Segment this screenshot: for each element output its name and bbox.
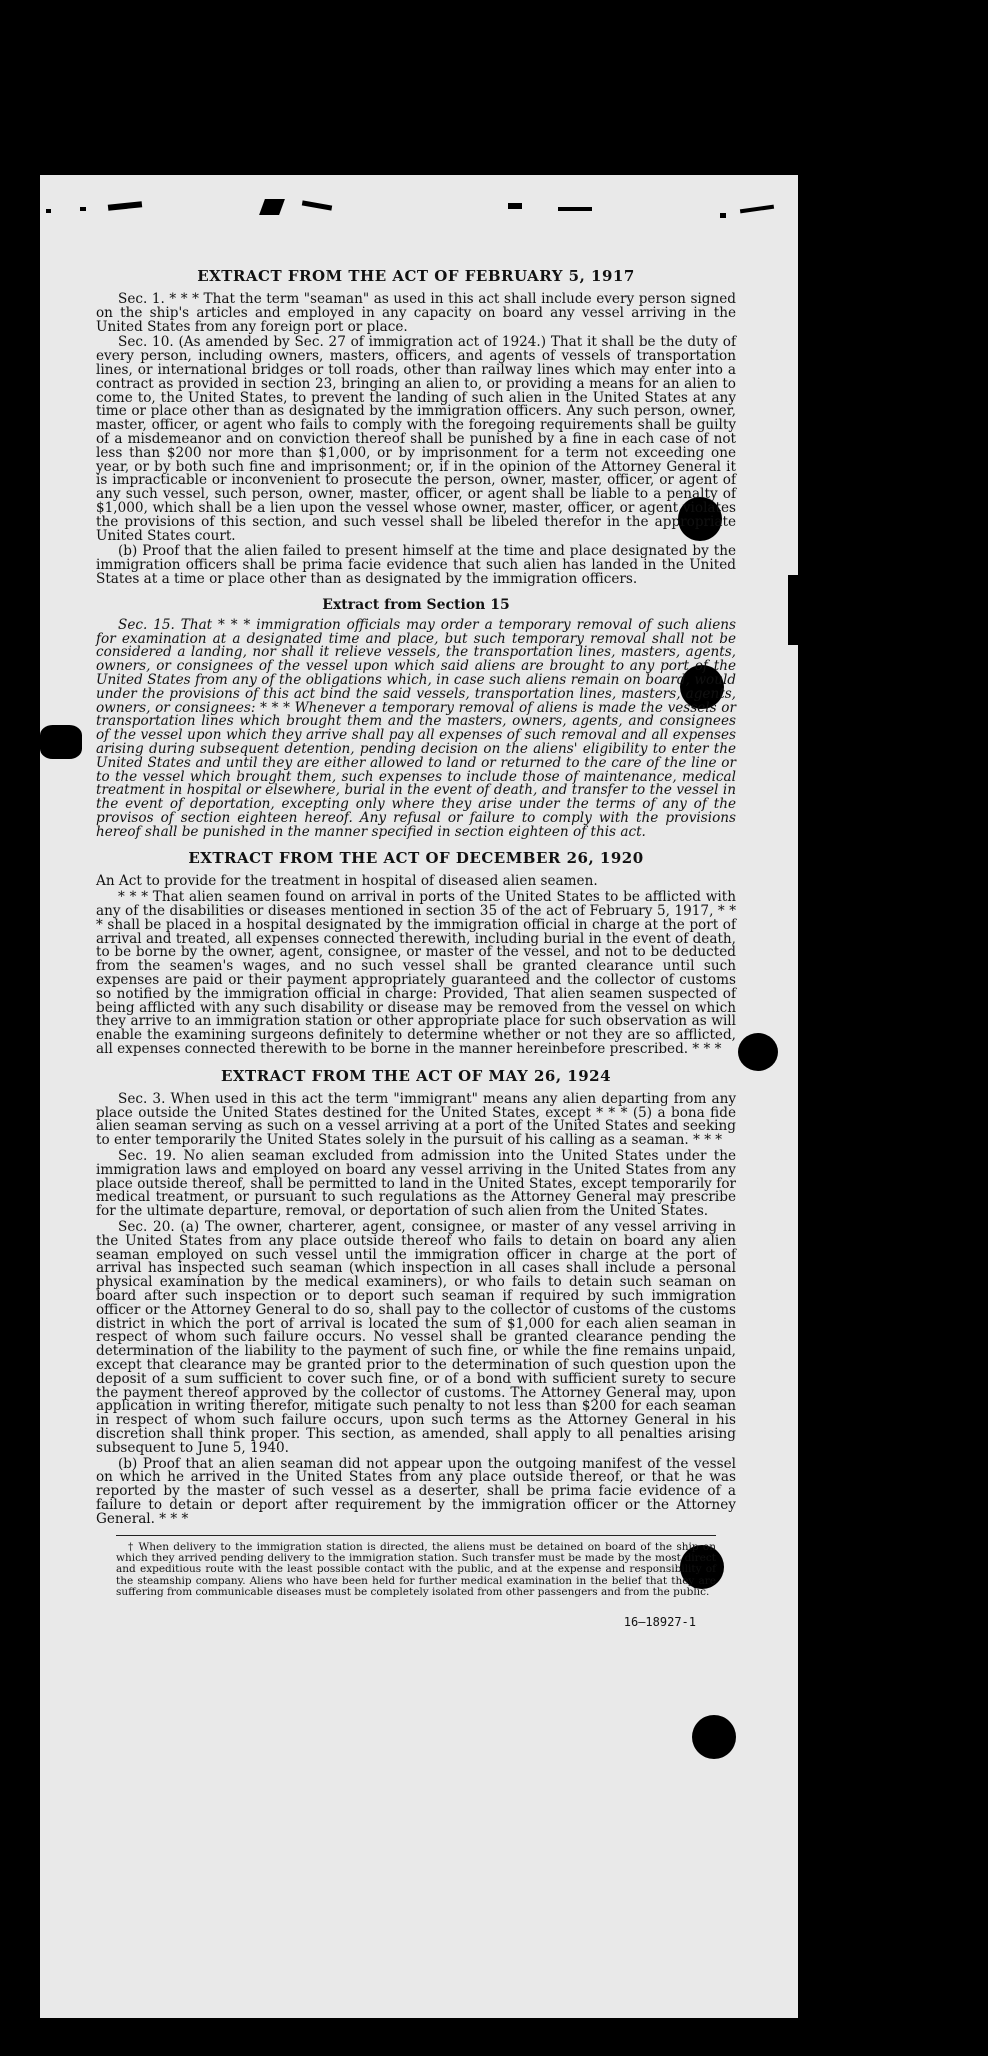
punch-hole xyxy=(692,1715,736,1759)
scan-marks xyxy=(40,195,798,225)
paragraph-1917-sec10: Sec. 10. (As amended by Sec. 27 of immigration act of 1924.) That it shall be the duty of every person, including owners, masters, officers, and agents of vessels of transportation lines, or international bridges or toll roads, other than railway lines which may enter into a contract as provided in section 23, bringing an alien to, or providing a means for an alien to come to, the United States, to prevent the landing of such alien in the United States at any time or place other than as designated by the immigration officers. Any such person, owner, master, officer, or agent who fails to comply with the foregoing requirements shall be guilty of a misdemeanor and on conviction thereof shall be punished by a fine in each case of not less than $200 nor more than $1,000, or by imprisonment for a term not exceeding one year, or by both such fine and imprisonment; or, if in the opinion of the Attorney General it is impracticable or inconvenient to prosecute the person, owner, master, officer, or agent of any such vessel, such person, owner, master, officer, or agent shall be liable to a penalty of $1,000, which shall be a lien upon the vessel whose owner, master, officer, or agent violates the provisions of this section, and such vessel shall be libeled therefor in the appropriate United States court. xyxy=(96,334,736,544)
paragraph-1924-sec3: Sec. 3. When used in this act the term "immigrant" means any alien departing from any place outside the United States destined for the United States, except * * * (5) a bona fide alien seaman serving as such on a vessel arriving at a port of the United States and seeking to enter temporarily the United States solely in the pursuit of his calling as a seaman. * * * xyxy=(96,1090,736,1149)
punch-hole xyxy=(738,1033,778,1071)
punch-hole xyxy=(40,725,82,759)
footnote-divider xyxy=(116,1535,716,1536)
paragraph-1917-sec1: Sec. 1. * * * That the term "seaman" as used in this act shall include every person signed on the ship's articles and employed in any capacity on board any vessel arriving in the United States from any foreign port or place. xyxy=(96,291,736,335)
edge-tear xyxy=(788,575,798,645)
form-number: 16—18927-1 xyxy=(623,1614,696,1629)
document-body xyxy=(96,267,736,1629)
paragraph-1924-sec20: Sec. 20. (a) The owner, charterer, agent, consignee, or master of any vessel arriving in the United States from any place outside thereof who fails to detain on board any alien seaman employed on such vessel until the immigration officer in charge at the port of arrival has inspected such seaman (which inspection in all cases shall include a personal physical examination by the medical examiners), or who fails to detain such seaman on board after such inspection or to deport such seaman if required by such immigration officer or the Attorney General to do so, shall pay to the collector of customs of the customs district in which the port of arrival is located the sum of $1,000 for each alien seaman in respect of whom such failure occurs. No vessel shall be granted clearance pending the determination of the liability to the payment of such fine, or while the fine remains unpaid, except that clearance may be granted prior to the determination of such question upon the deposit of a sum sufficient to cover such fine, or of a bond with sufficient surety to secure the payment thereof approved by the collector of customs. The Attorney General may, upon application in writing therefor, mitigate such penalty to not less than $200 for each seaman in respect of whom such failure occurs, upon such terms as the Attorney General in his discretion shall think proper. This section, as amended, shall apply to all penalties arising subsequent to June 5, 1940. xyxy=(96,1219,736,1456)
paragraph-1924-b: (b) Proof that an alien seaman did not appear upon the outgoing manifest of the vessel on which he arrived in the United States from any place outside thereof, or that he was reported by the master of such vessel as a deserter, shall be prima facie evidence of a failure to detain or deport after requirement by the immigration officer or the Attorney General. * * * xyxy=(96,1455,736,1527)
footnote: † When delivery to the immigration station is directed, the aliens must be detained on board of the ship on which they arrived pending delivery to the immigration station. Such transfer must be made by the most direct and expeditious route with the least possible contact with the public, and at the expense and responsibility of the steamship company. Aliens who have been held for further medical examination in the belief that they are suffering from communicable diseases must be completely isolated from other passengers and from the public. xyxy=(116,1540,716,1599)
heading-section-15: Extract from Section 15 xyxy=(322,596,510,613)
paragraph-1917-b: (b) Proof that the alien failed to present himself at the time and place designated by the immigration officers shall be prima facie evidence that such alien has landed in the United States at a time or place other than as designated by the immigration officers. xyxy=(96,543,736,587)
document-page xyxy=(40,175,798,2018)
heading-act-1920: EXTRACT FROM THE ACT OF DECEMBER 26, 1920 xyxy=(188,849,644,868)
paragraph-section-15: Sec. 15. That * * * immigration officials may order a temporary removal of such aliens for examination at a designated time and place, but such temporary removal shall not be considered a landing, nor shall it relieve vessels, the transportation lines, masters, agents, owners, or consignees of the vessel upon which said aliens are brought to any port of the United States from any of the obligations which, in case such aliens remain on board, would under the provisions of this act bind the said vessels, transportation lines, masters, agents, owners, or consignees: * * * Whenever a temporary removal of aliens is made the vessels or transportation lines which brought them and the masters, owners, agents, and consignees of the vessel upon which they arrive shall pay all expenses of such removal and all expenses arising during subsequent detention, pending decision on the aliens' eligibility to enter the United States and until they are either allowed to land or returned to the care of the line or to the vessel which brought them, such expenses to include those of maintenance, medical treatment in hospital or elsewhere, burial in the event of death, and transfer to the vessel in the event of deportation, excepting only where they arise under the terms of any of the provisos of section eighteen hereof. Any refusal or failure to comply with the provisions hereof shall be punished in the manner specified in section eighteen of this act. xyxy=(96,616,736,840)
paragraph-1920-body: * * * That alien seamen found on arrival in ports of the United States to be afflicted with any of the disabilities or diseases mentioned in section 35 of the act of February 5, 1917, * * * shall be placed in a hospital designated by the immigration official in charge at the port of arrival and treated, all expenses connected therewith, including burial in the event of death, to be borne by the owner, agent, consignee, or master of the vessel, and not to be deducted from the seamen's wages, and no such vessel shall be granted clearance until such expenses are paid or their payment appropriately guaranteed and the collector of customs so notified by the immigration official in charge: Provided, That alien seamen suspected of being afflicted with any such disability or disease may be removed from the vessel on which they arrive to an immigration station or other appropriate place for such observation as will enable the examining surgeons definitely to determine whether or not they are so afflicted, all expenses connected therewith to be borne in the manner hereinbefore prescribed. * * * xyxy=(96,889,736,1058)
paragraph-1924-sec19: Sec. 19. No alien seaman excluded from admission into the United States under the immigration laws and employed on board any vessel arriving in the United States from any place outside thereof, shall be permitted to land in the United States, except temporarily for medical treatment, or pursuant to such regulations as the Attorney General may prescribe for the ultimate departure, removal, or deportation of such alien from the United States. xyxy=(96,1148,736,1220)
paragraph-1920-title: An Act to provide for the treatment in hospital of diseased alien seamen. xyxy=(96,873,598,890)
heading-act-1917: EXTRACT FROM THE ACT OF FEBRUARY 5, 1917 xyxy=(197,267,635,285)
heading-act-1924: EXTRACT FROM THE ACT OF MAY 26, 1924 xyxy=(220,1066,612,1085)
